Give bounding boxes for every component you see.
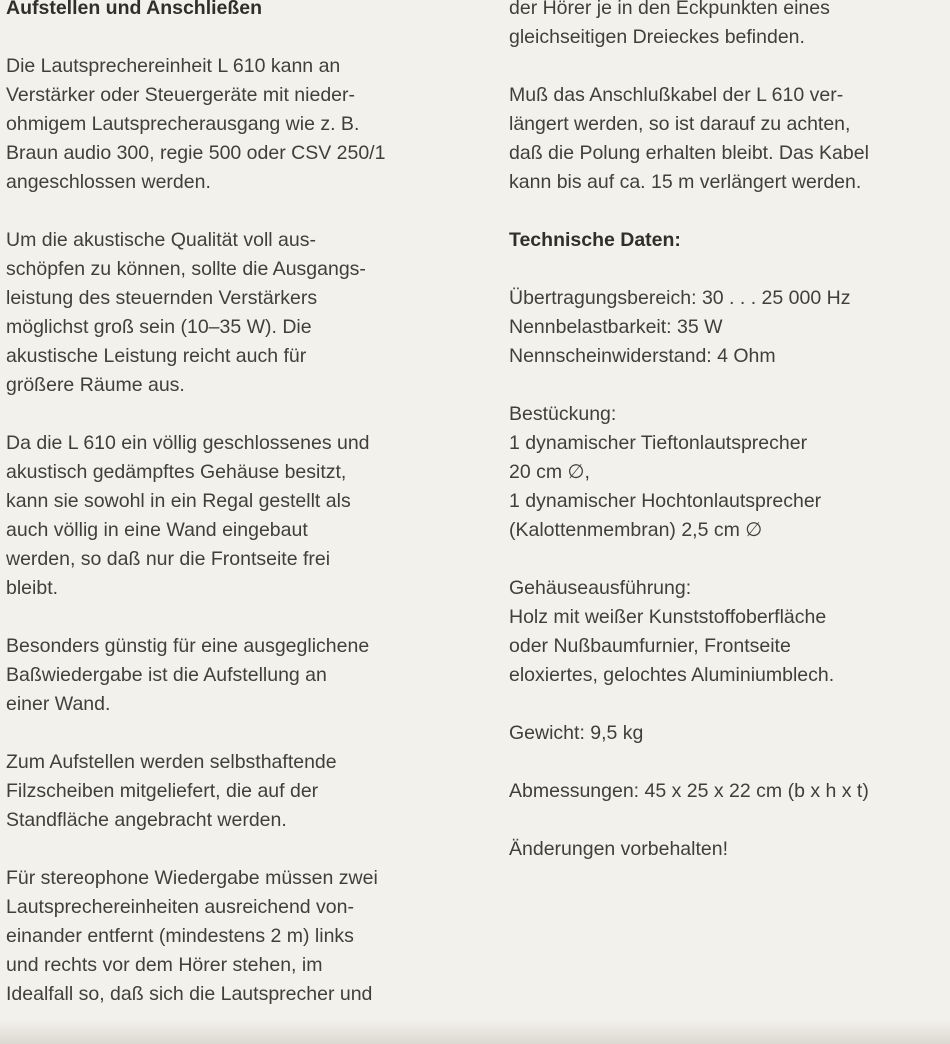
text-line: und rechts vor dem Hörer stehen, im [6,954,323,976]
text-line: Um die akustische Qualität voll aus- [6,229,316,251]
text-line: Lautsprechereinheiten ausreichend von- [6,896,354,918]
text-line: akustische Leistung reicht auch für [6,345,307,367]
spec-block [509,400,950,545]
text-line: 1 dynamischer Tieftonlautsprecher [509,432,808,454]
text-line: leistung des steuernden Verstärkers [6,287,318,309]
page-bottom-shadow [0,1020,950,1044]
text-line: akustisch gedämpftes Gehäuse besitzt, [6,461,347,483]
spec-block [509,835,950,864]
text-line: Übertragungsbereich: 30 . . . 25 000 Hz [509,287,851,309]
text-line: Verstärker oder Steuergeräte mit nieder- [6,84,356,106]
text-line: Holz mit weißer Kunststoffoberfläche [509,606,827,628]
text-line: Änderungen vorbehalten! [509,838,729,860]
text-line: Die Lautsprechereinheit L 610 kann an [6,55,341,77]
paragraph [6,632,466,719]
paragraph [6,429,466,603]
paragraph [6,864,466,1009]
text-line: schöpfen zu können, sollte die Ausgangs- [6,258,366,280]
left-column [6,0,466,1038]
text-line: Muß das Anschlußkabel der L 610 ver- [509,84,844,106]
continuation-paragraph [509,0,950,52]
text-line: 20 cm ∅, [509,461,590,483]
text-line: oder Nußbaumfurnier, Frontseite [509,635,791,657]
text-line: Baßwiedergabe ist die Aufstellung an [6,664,327,686]
text-line: (Kalottenmembran) 2,5 cm ∅ [509,519,763,541]
text-line: Für stereophone Wiedergabe müssen zwei [6,867,378,889]
text-line: auch völlig in eine Wand eingebaut [6,519,308,541]
text-line: 1 dynamischer Hochtonlautsprecher [509,490,822,512]
text-line: größere Räume aus. [6,374,185,396]
text-line: angeschlossen werden. [6,171,211,193]
text-line: Besonders günstig für eine ausgeglichene [6,635,370,657]
spec-block [509,777,950,806]
spec-block [509,719,950,748]
text-line: einer Wand. [6,693,111,715]
text-line: einander entfernt (mindestens 2 m) links [6,925,354,947]
text-line: Bestückung: [509,403,617,425]
text-line: möglichst groß sein (10–35 W). Die [6,316,312,338]
text-line: Zum Aufstellen werden selbsthaftende [6,751,337,773]
text-line: Idealfall so, daß sich die Lautsprecher und [6,983,373,1005]
section-heading-setup: Aufstellen und Anschließen [6,0,263,19]
text-line: Nennscheinwiderstand: 4 Ohm [509,345,776,367]
text-line: eloxiertes, gelochtes Aluminiumblech. [509,664,835,686]
text-line: Braun audio 300, regie 500 oder CSV 250/1 [6,142,386,164]
text-line: werden, so daß nur die Frontseite frei [6,548,331,570]
text-line: Nennbelastbarkeit: 35 W [509,316,723,338]
cable-paragraph [509,81,950,197]
text-line: kann sie sowohl in ein Regal gestellt als [6,490,351,512]
text-line: gleichseitigen Dreieckes befinden. [509,26,805,48]
section-heading-technical-data: Technische Daten: [509,229,681,251]
spec-block [509,574,950,690]
text-line: der Hörer je in den Eckpunkten eines [509,0,830,19]
text-line: Filzscheiben mitgeliefert, die auf der [6,780,319,802]
text-line: bleibt. [6,577,59,599]
spec-block [509,284,950,371]
paragraph [6,748,466,835]
text-line: Standfläche angebracht werden. [6,809,287,831]
right-column [509,0,950,893]
left-paragraphs [6,52,466,1009]
text-line: Gehäuseausführung: [509,577,692,599]
text-line: kann bis auf ca. 15 m verlängert werden. [509,171,862,193]
text-line: Gewicht: 9,5 kg [509,722,644,744]
text-line: Da die L 610 ein völlig geschlossenes und [6,432,370,454]
text-line: längert werden, so ist darauf zu achten, [509,113,851,135]
paragraph [6,52,466,197]
technical-specs [509,284,950,864]
text-line: Abmessungen: 45 x 25 x 22 cm (b x h x t) [509,780,869,802]
paragraph [6,226,466,400]
text-line: daß die Polung erhalten bleibt. Das Kabel [509,142,869,164]
text-line: ohmigem Lautsprecherausgang wie z. B. [6,113,360,135]
